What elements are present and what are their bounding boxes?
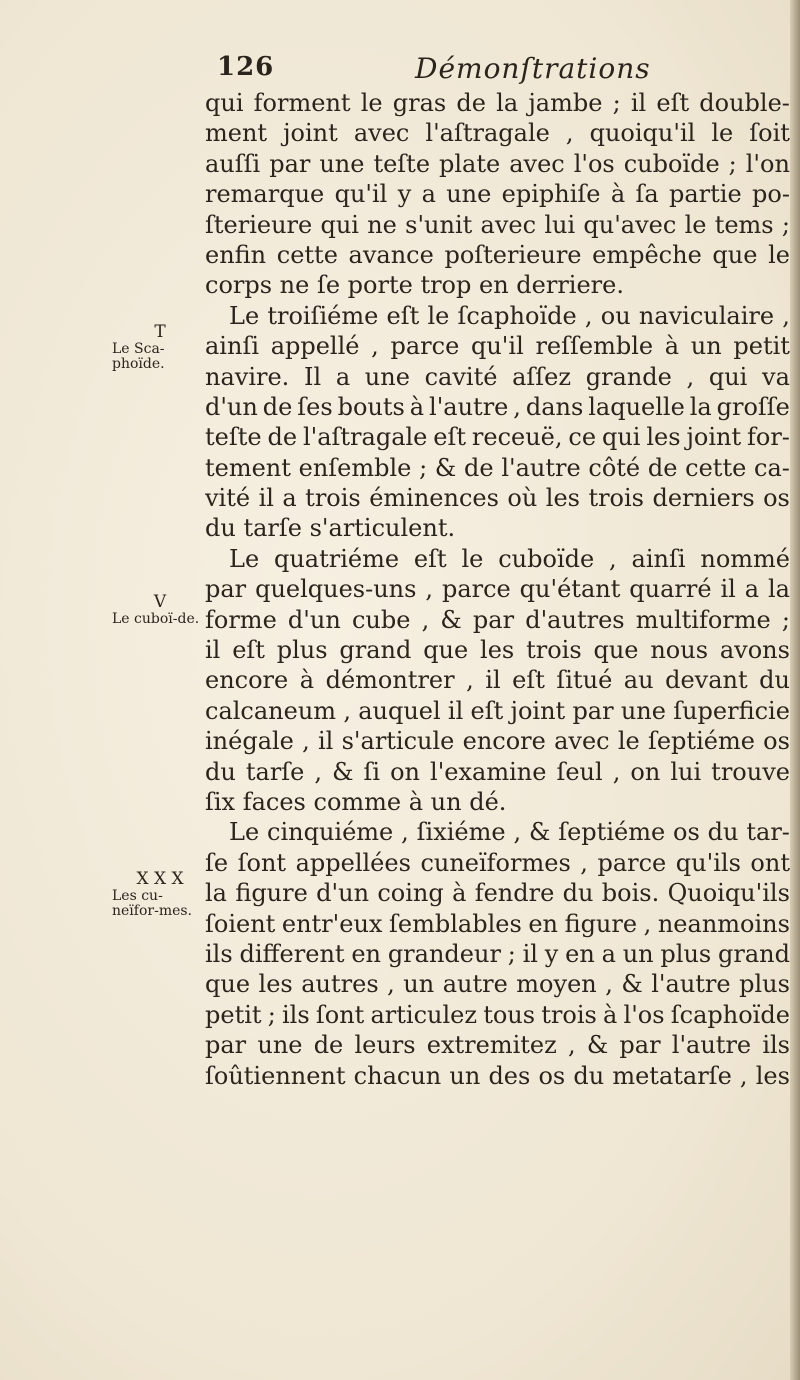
text-line: tement enſemble ; & de l'autre côté de cette ca- [205,453,790,482]
margin-text: Le Sca-phoïde. [112,341,165,372]
text-line: du tarſe s'articulent. [205,514,456,543]
margin-text: Le cuboï-de. [112,611,200,627]
text-line: ment joint avec l'aſtragale , quoiqu'il le ſoit [205,119,790,148]
text-line: forme d'un cube , & par d'autres multiforme ; [205,605,790,634]
text-line: corps ne ſe porte trop en derriere. [205,271,624,300]
body-text [205,88,790,1091]
text-line: il eſt plus grand que les trois que nous avons [205,636,790,665]
text-line: calcaneum , auquel il eſt joint par une ſuperficie [205,696,790,725]
margin-text: Les cu-neïfor-mes. [112,888,193,919]
text-line: ainſi appellé , parce qu'il reſſemble à un petit [205,332,790,361]
text-line: la figure d'un coing à fendre du bois. Quoiqu'ils [205,879,790,908]
margin-letter: T [154,322,166,342]
text-line: inégale , il s'articule encore avec le ſeptiéme os [205,727,790,756]
text-line: d'un de ſes bouts à l'autre , dans laquelle la groſſe [205,392,790,421]
page-edge [790,0,800,1380]
text-line: ſix faces comme à un dé. [205,787,507,816]
margin-note-scaphoide [112,322,208,372]
text-line: vité il a trois éminences où les trois derniers os [205,484,790,513]
running-title: Démonſtrations [415,52,651,85]
text-line: navire. Il a une cavité aſſez grande , qui va [205,362,790,391]
text-line: encore à démontrer , il eſt ſitué au devant du [205,666,790,695]
text-line: ſoient entr'eux ſemblables en figure , neanmoins [205,909,790,938]
text-line: Le quatriéme eſt le cuboïde , ainſi nommé [229,544,790,573]
page-number: 126 [217,52,275,82]
page-header [215,52,651,92]
text-line: Le troiſiéme eſt le ſcaphoïde , ou naviculaire , [229,301,790,330]
text-line: teſte de l'aſtragale eſt receuë, ce qui les joint for- [205,423,790,452]
text-line: par une de leurs extremitez , & par l'autre ils [205,1031,790,1060]
text-line: ſterieure qui ne s'unit avec lui qu'avec le tems ; [205,210,790,239]
text-line: qui forment le gras de la jambe ; il eſt double- [205,89,790,117]
text-line: enfin cette avance poſterieure empêche que le [205,240,790,269]
text-line: Le cinquiéme , ſixiéme , & ſeptiéme os du tar- [229,818,790,847]
text-line: ſe ſont appellées cuneïformes , parce qu'ils ont [205,848,790,877]
margin-note-cuneiformes [112,869,208,919]
text-line: ils different en grandeur ; il y en a un plus grand [205,939,790,968]
margin-note-cuboide [112,592,208,627]
text-line: auſſi par une teſte plate avec l'os cuboïde ; l'on [205,149,790,178]
text-line: du tarſe , & ſi on l'examine ſeul , on lui trouve [205,757,790,786]
text-line: que les autres , un autre moyen , & l'autre plus [205,970,790,999]
text-line: remarque qu'il y a une epiphiſe à ſa partie po- [205,180,790,209]
text-line: petit ; ils ſont articulez tous trois à l'os ſcaphoïde [205,1000,790,1029]
text-line: ſoûtiennent chacun un des os du metatarſe , les [205,1061,790,1090]
text-line: par quelques-uns , parce qu'étant quarré il a la [205,575,790,604]
margin-letter: V [153,592,167,612]
margin-letter: X X X [136,869,184,889]
